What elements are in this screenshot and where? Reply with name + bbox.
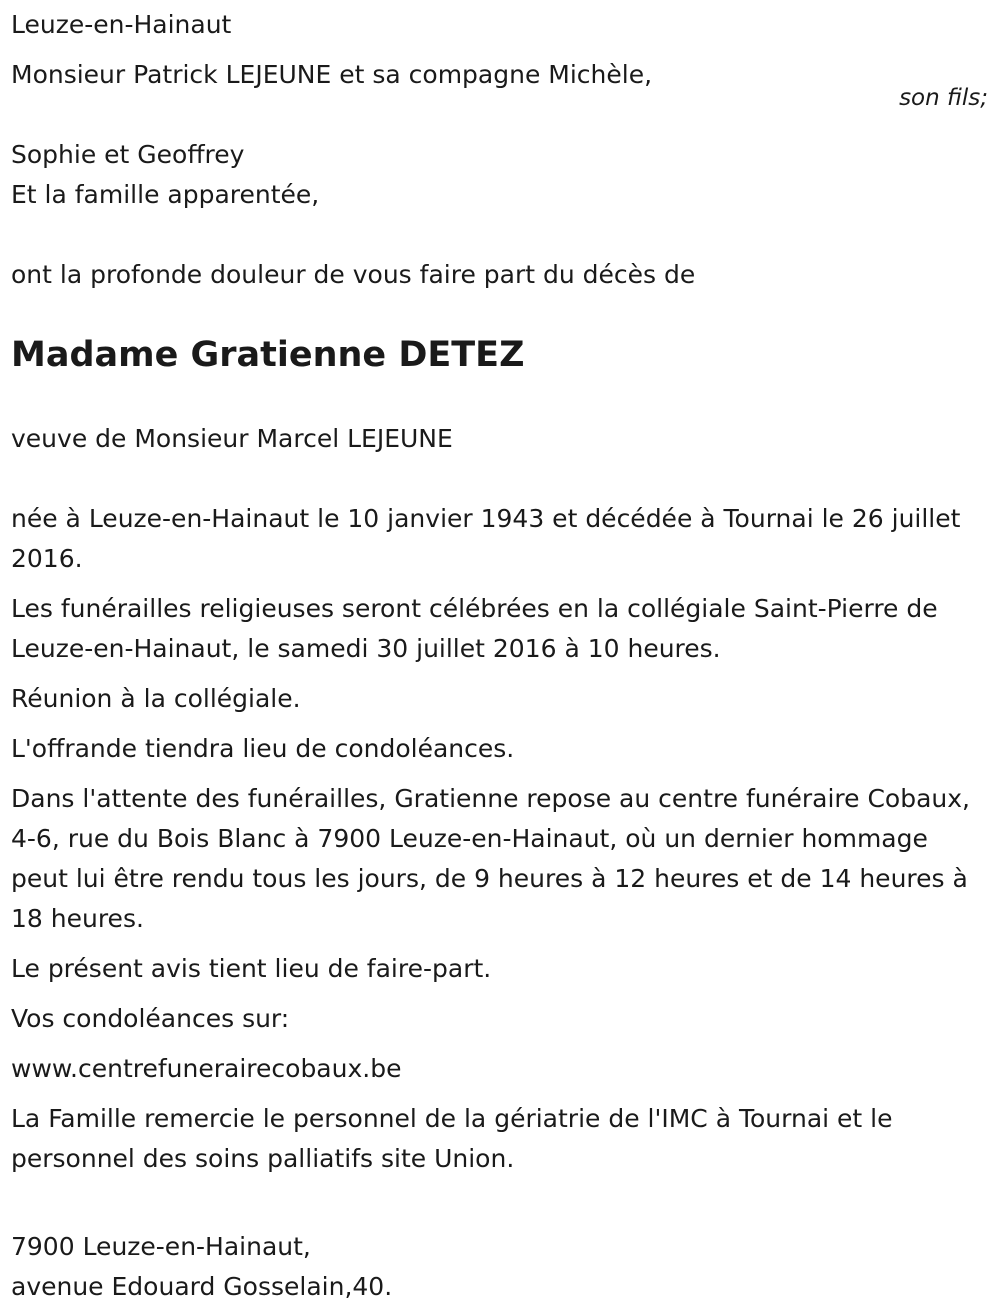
widow-of-text: veuve de Monsieur Marcel LEJEUNE [11,424,453,453]
header-place: Leuze-en-Hainaut [11,10,232,39]
reunion-paragraph: Réunion à la collégiale. [11,684,301,713]
address-street: avenue Edouard Gosselain,40. [11,1272,393,1301]
thanks-paragraph: La Famille remercie le personnel de la gériatrie de l'IMC à Tournai et le personnel des soins palliatifs site Union. [11,1104,893,1173]
condolences-url: www.centrefunerairecobaux.be [11,1054,402,1083]
family-line-relatives: Et la famille apparentée, [11,180,320,209]
birth-death-paragraph: née à Leuze-en-Hainaut le 10 janvier 1943 et décédée à Tournai le 26 juillet 2016. [11,504,961,573]
family-line-son: Monsieur Patrick LEJEUNE et sa compagne Michèle, [11,60,653,89]
visitation-paragraph: Dans l'attente des funérailles, Gratienne repose au centre funéraire Cobaux, 4-6, rue du Bois Blanc à 7900 Leuze-en-Hainaut, où un dernier hommage peut lui être rendu tous les jours, de 9 heures à 12 heures et de 14 heures à 18 heures. [11,784,970,933]
address-city: 7900 Leuze-en-Hainaut, [11,1232,311,1261]
deceased-name: Madame Gratienne DETEZ [11,335,525,375]
notice-paragraph: Le présent avis tient lieu de faire-part. [11,954,492,983]
obituary-document [11,5,971,1307]
funeral-paragraph: Les funérailles religieuses seront célébrées en la collégiale Saint-Pierre de Leuze-en-Hainaut, le samedi 30 juillet 2016 à 10 heures. [11,594,938,663]
offering-paragraph: L'offrande tiendra lieu de condoléances. [11,734,515,763]
condolences-label: Vos condoléances sur: [11,1004,290,1033]
relation-son: son fils; [899,85,988,111]
announcement-text: ont la profonde douleur de vous faire part du décès de [11,260,696,289]
family-line-grandchildren: Sophie et Geoffrey [11,140,245,169]
